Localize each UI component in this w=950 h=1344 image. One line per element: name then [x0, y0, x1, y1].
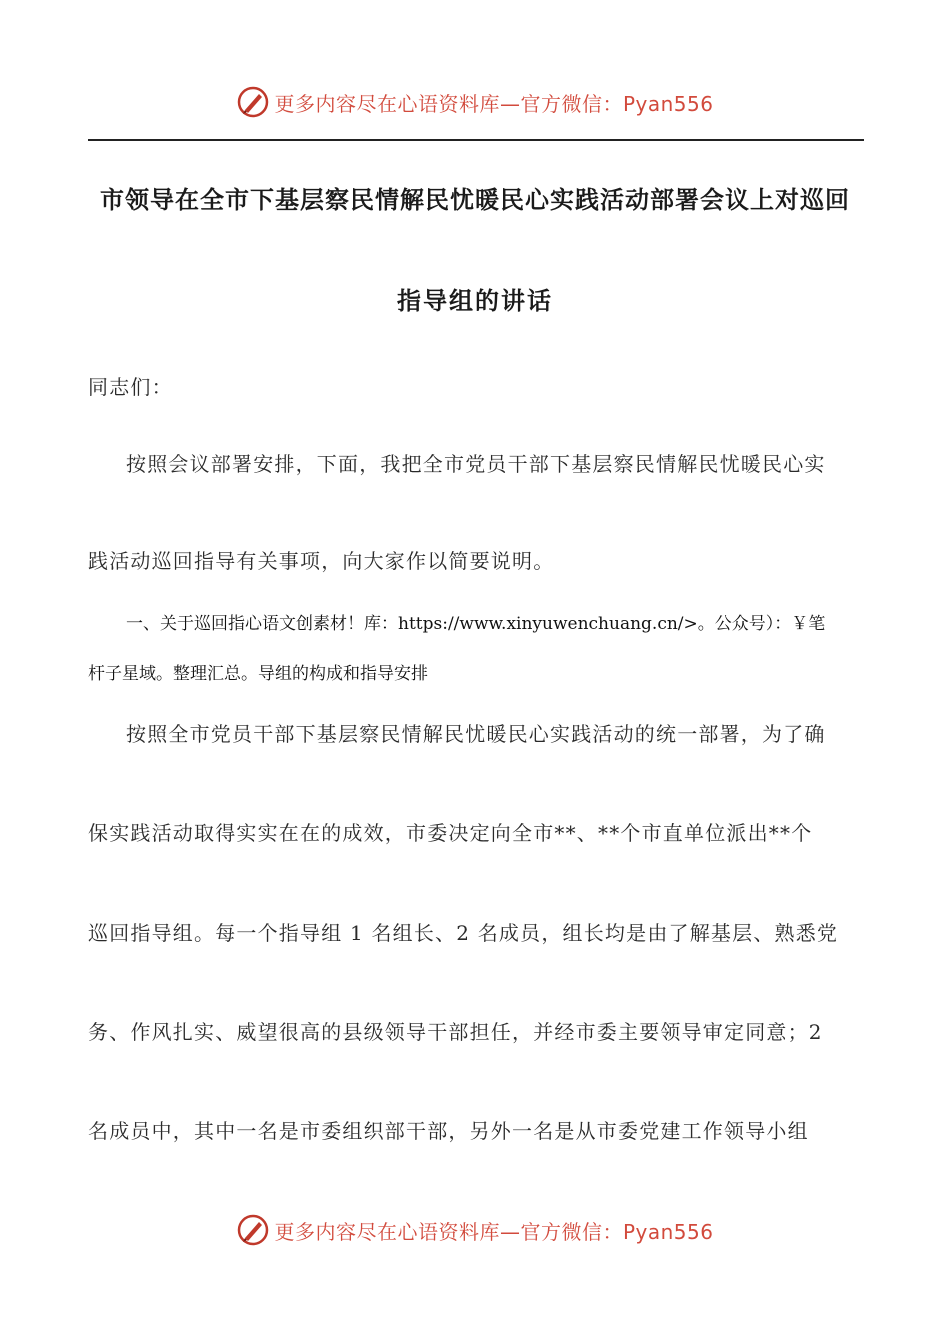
paragraph-line: 务、作风扎实、威望很高的县级领导干部担任，并经市委主要领导审定同意；2 [88, 1020, 823, 1044]
document-title-line-2: 指导组的讲话 [397, 287, 553, 315]
section-heading-line: 一、关于巡回指心语文创素材！库：https://www.xinyuwenchuang.cn/>。公众号）：￥笔 [126, 614, 826, 634]
footer-banner-text: 更多内容尽在心语资料库—官方微信：Pyan556 [274, 1219, 714, 1244]
header-banner [0, 82, 950, 122]
paragraph-line: 践活动巡回指导有关事项，向大家作以简要说明。 [88, 549, 555, 573]
footer-banner [0, 1210, 950, 1250]
pen-logo-icon [236, 85, 270, 119]
pen-logo-icon [236, 1213, 270, 1247]
section-heading-line: 杆子星域。整理汇总。导组的构成和指导安排 [88, 664, 428, 684]
paragraph-line: 按照全市党员干部下基层察民情解民忧暖民心实践活动的统一部署，为了确 [126, 722, 826, 746]
paragraph-line: 保实践活动取得实实在在的成效，市委决定向全市**、**个市直单位派出**个 [88, 821, 813, 845]
header-banner-text: 更多内容尽在心语资料库—官方微信：Pyan556 [274, 91, 714, 116]
paragraph-line: 巡回指导组。每一个指导组 1 名组长、2 名成员，组长均是由了解基层、熟悉党 [88, 921, 839, 945]
salutation: 同志们： [88, 375, 173, 399]
document-title-line-1: 市领导在全市下基层察民情解民忧暖民心实践活动部署会议上对巡回 [100, 186, 850, 214]
header-divider [88, 139, 864, 141]
paragraph-line: 名成员中，其中一名是市委组织部干部，另外一名是从市委党建工作领导小组 [88, 1119, 809, 1143]
paragraph-line: 按照会议部署安排，下面，我把全市党员干部下基层察民情解民忧暖民心实 [126, 452, 826, 476]
